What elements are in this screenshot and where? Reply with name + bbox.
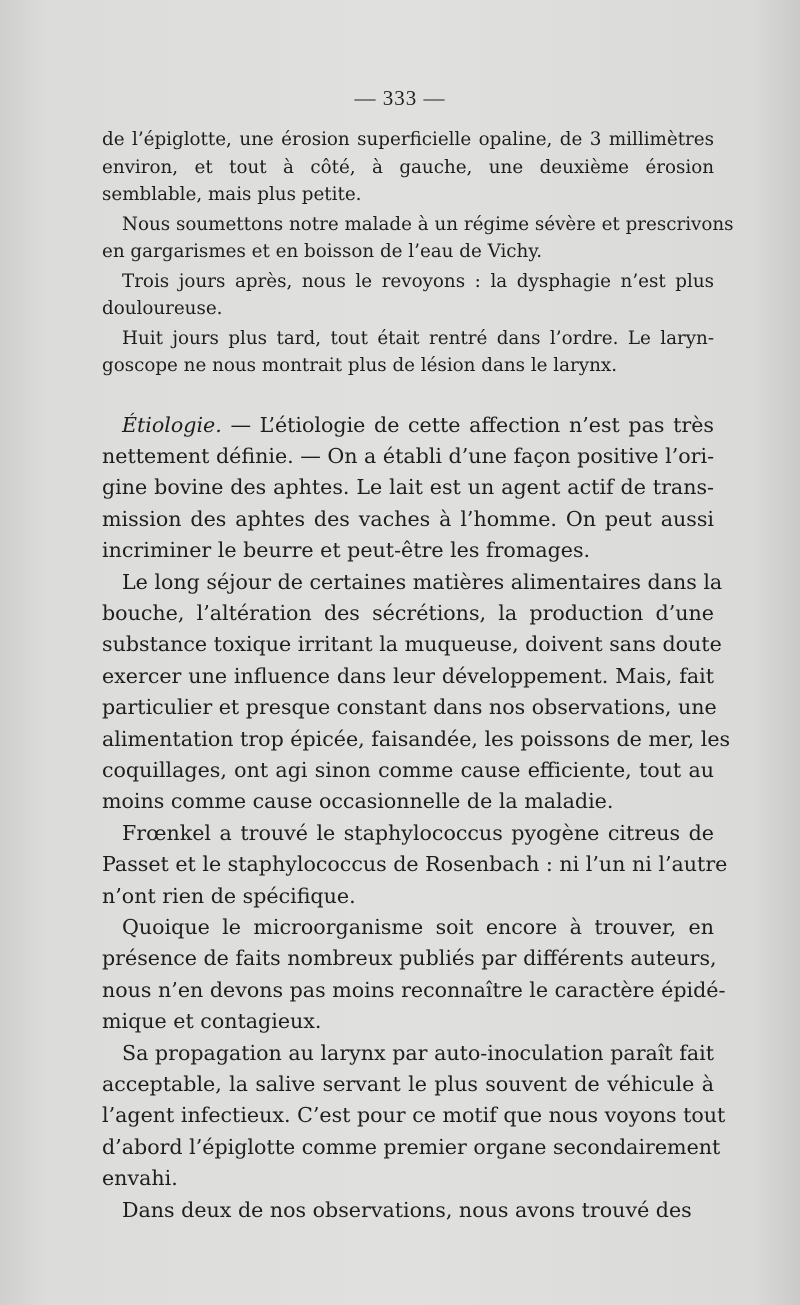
- paragraph: [102, 268, 714, 323]
- text-line: [102, 1100, 726, 1131]
- line-text: goscope ne nous montrait plus de lésion dans le larynx.: [102, 355, 618, 376]
- text-line: [102, 755, 714, 786]
- line-text: moins comme cause occasionnelle de la maladie.: [102, 789, 614, 814]
- line-text: exercer une influence dans leur développement. Mais, fait: [102, 663, 714, 688]
- line-text: Passet et le staphylococcus de Rosenbach : ni l’un ni l’autre: [102, 852, 728, 877]
- line-text: incriminer le beurre et peut-être les fromages.: [102, 538, 591, 563]
- text-line: [102, 126, 714, 154]
- line-text: bouche, l’altération des sécrétions, la production d’une: [102, 600, 714, 625]
- section-heading: Étiologie.: [122, 412, 222, 437]
- text-line: [102, 598, 714, 629]
- text-line: [102, 472, 714, 503]
- line-text: mique et contagieux.: [102, 1009, 322, 1034]
- text-line: [102, 238, 714, 266]
- paragraph: [102, 410, 714, 567]
- line-text: environ, et tout à côté, à gauche, une deuxième érosion: [102, 156, 714, 178]
- line-text: Nous soumettons notre malade à un régime sévère et prescrivons: [122, 213, 734, 235]
- text-line: [102, 1163, 714, 1194]
- text-line: [102, 535, 714, 566]
- line-text: Le long séjour de certaines matières alimentaires dans la: [122, 569, 723, 594]
- line-text: Trois jours après, nous le revoyons : la dysphagie n’est plus: [122, 270, 714, 292]
- text-line: [102, 295, 714, 323]
- line-text: en gargarismes et en boisson de l’eau de Vichy.: [102, 241, 543, 262]
- line-text: d’abord l’épiglotte comme premier organe secondairement: [102, 1134, 721, 1159]
- text-line: [102, 1038, 714, 1069]
- line-text: gine bovine des aphtes. Le lait est un agent actif de trans-: [102, 475, 714, 500]
- text-line: [102, 441, 714, 472]
- text-line: [102, 211, 734, 239]
- text-line: [102, 567, 723, 598]
- body-text: [102, 126, 734, 1226]
- line-text: Dans deux de nos observations, nous avons trouvé des: [122, 1197, 692, 1222]
- line-text: nous n’en devons pas moins reconnaître le caractère épidé-: [102, 977, 726, 1002]
- text-line: [102, 154, 714, 182]
- paragraph: [102, 818, 728, 912]
- line-text: Quoique le microorganisme soit encore à trouver, en: [122, 915, 714, 939]
- paragraph: [102, 567, 731, 818]
- text-line: [102, 881, 714, 912]
- text-line: [102, 268, 714, 296]
- line-text: envahi.: [102, 1166, 178, 1191]
- text-line: [102, 410, 714, 441]
- text-line: [102, 692, 717, 723]
- text-line: [102, 786, 714, 817]
- text-line: [102, 1132, 721, 1163]
- paragraph: [102, 1195, 714, 1226]
- text-line: [102, 325, 714, 353]
- line-text: — L’étiologie de cette affection n’est pas très: [230, 412, 714, 437]
- text-line: [102, 724, 731, 755]
- line-text: particulier et presque constant dans nos observations, une: [102, 695, 717, 720]
- paragraph: [102, 325, 714, 380]
- paragraph: [102, 912, 726, 1038]
- paragraph: [102, 1038, 726, 1195]
- line-text: Frœnkel a trouvé le staphylococcus pyogène citreus de: [122, 820, 714, 845]
- line-text: coquillages, ont agi sinon comme cause efficiente, tout au: [102, 757, 714, 782]
- line-text: substance toxique irritant la muqueuse, doivent sans doute: [102, 632, 722, 657]
- text-line: [102, 1069, 714, 1100]
- line-text: douloureuse.: [102, 298, 223, 319]
- line-text: Huit jours plus tard, tout était rentré dans l’ordre. Le laryn-: [122, 327, 714, 349]
- line-text: mission des aphtes des vaches à l’homme. On peut aussi: [102, 506, 714, 531]
- line-text: acceptable, la salive servant le plus souvent de véhicule à: [102, 1072, 714, 1097]
- text-line: [102, 629, 722, 660]
- page-number: — 333 —: [354, 86, 446, 110]
- line-text: nettement définie. — On a établi d’une façon positive l’ori-: [102, 443, 715, 468]
- etiology-section: [102, 410, 731, 1227]
- line-text: semblable, mais plus petite.: [102, 184, 362, 205]
- line-text: Sa propagation au larynx par auto-inoculation paraît fait: [122, 1040, 714, 1065]
- text-line: [102, 1195, 714, 1226]
- line-text: alimentation trop épicée, faisandée, les poissons de mer, les: [102, 726, 731, 751]
- text-line: [102, 1006, 714, 1037]
- observation-paragraphs: [102, 126, 734, 380]
- line-text: de l’épiglotte, une érosion superficielle opaline, de 3 millimètres: [102, 129, 714, 150]
- text-line: [102, 352, 714, 380]
- text-line: [102, 661, 714, 692]
- text-line: [102, 912, 714, 943]
- text-line: [102, 181, 714, 209]
- paragraph: [102, 211, 734, 266]
- text-line: [102, 975, 726, 1006]
- text-line: [102, 818, 714, 849]
- paragraph: [102, 126, 714, 209]
- line-text: présence de faits nombreux publiés par différents auteurs,: [102, 946, 717, 971]
- line-text: l’agent infectieux. C’est pour ce motif que nous voyons tout: [102, 1103, 726, 1128]
- text-line: [102, 943, 717, 974]
- line-text: n’ont rien de spécifique.: [102, 883, 356, 908]
- text-line: [102, 504, 714, 535]
- text-line: [102, 849, 728, 880]
